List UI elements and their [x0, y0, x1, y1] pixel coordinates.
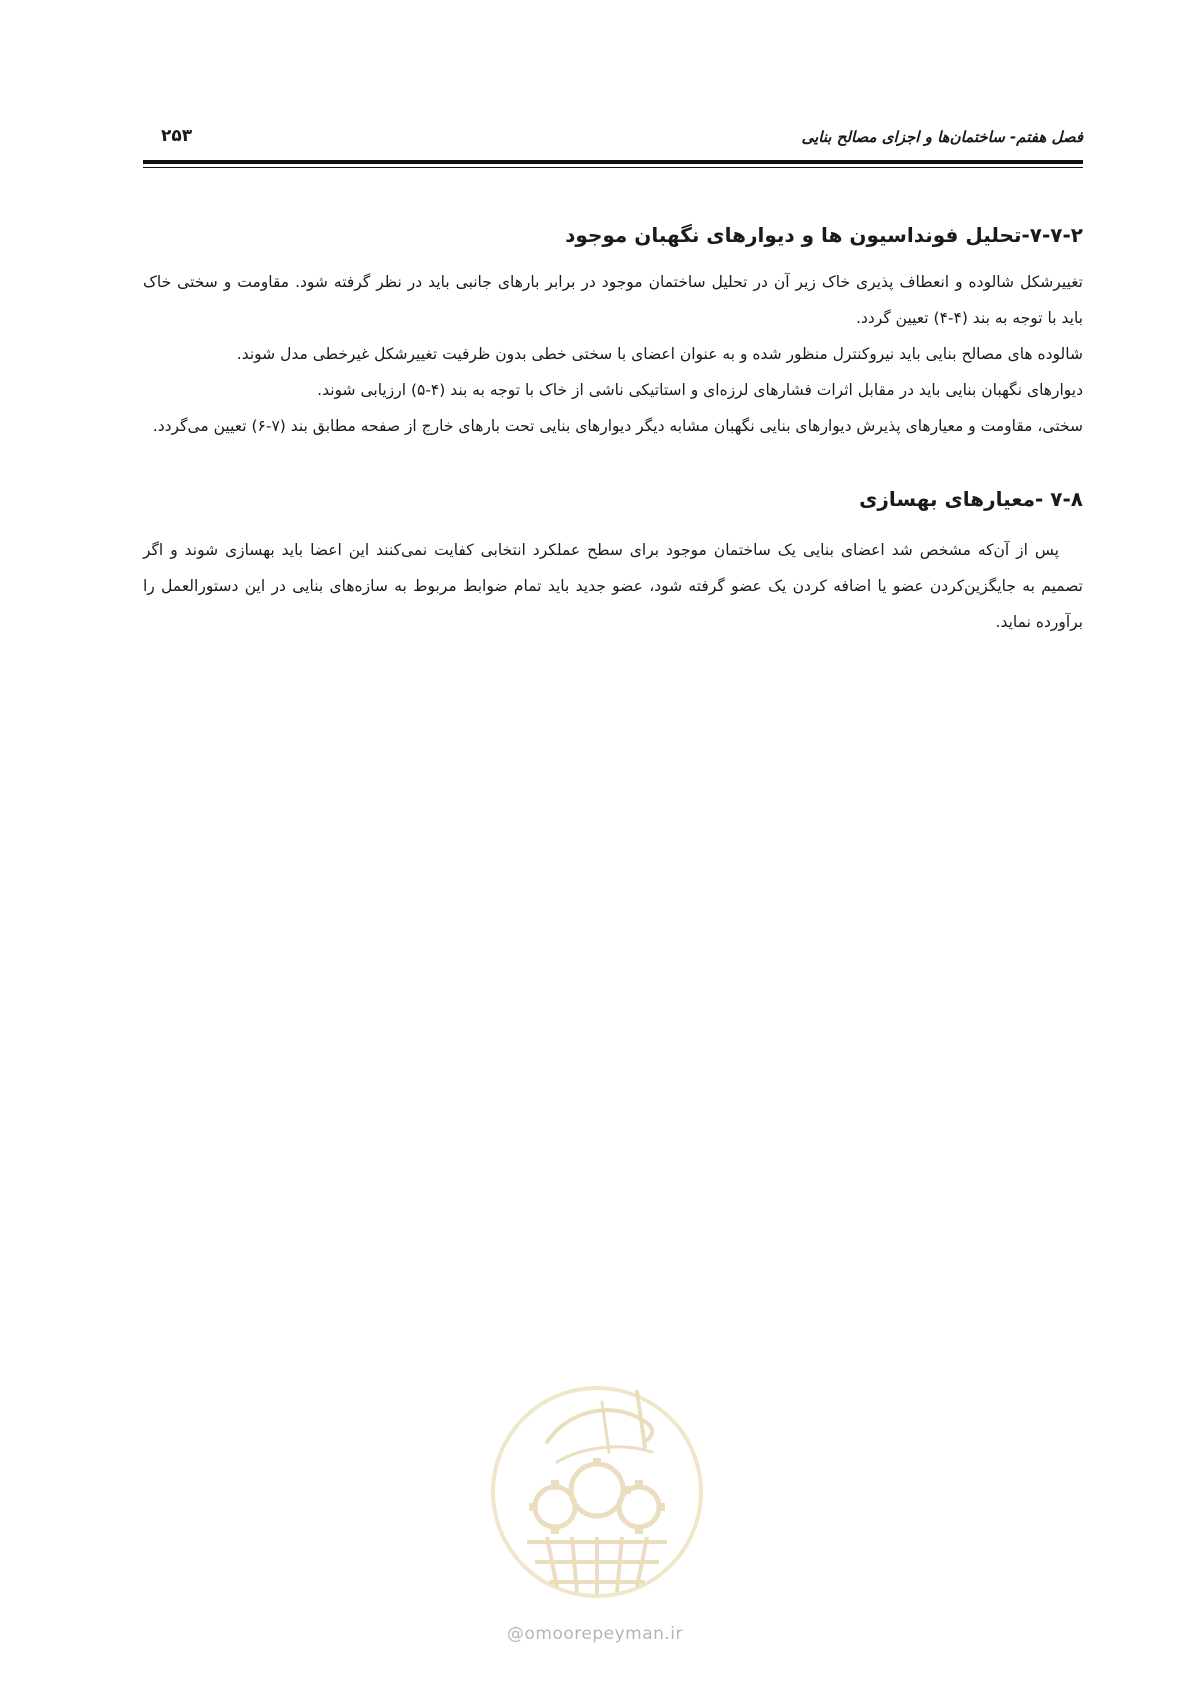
section-heading-retrofit-criteria: ۷-۸ -معیارهای بهسازی — [859, 487, 1083, 511]
watermark-caption: @omoorepeyman.ir — [506, 1624, 684, 1644]
paragraph-retrofit: پس از آن‌که مشخص شد اعضای بنایی یک ساختمان موجود برای سطح عملکرد انتخابی کفایت نمی‌کنند این اعضا باید بهسازی شوند و اگر تصمیم به جایگزین‌کردن عضو یا اضافه کردن یک عضو گرفته شود، عضو جدید باید تمام ضوابط مربوط به سازه‌های بنایی در این دستورالعمل را برآورده نماید. — [143, 541, 1083, 631]
chapter-title: فصل هفتم- ساختمان‌ها و اجزای مصالح بنایی — [801, 128, 1083, 146]
paragraph-acceptance-criteria: سختی، مقاومت و معیارهای پذیرش دیوارهای بنایی نگهبان مشابه دیگر دیوارهای بنایی تحت بارهای خارج از صفحه مطابق بند (۷-۶) تعیین می‌گردد. — [152, 417, 1083, 435]
page-header — [143, 128, 1083, 154]
header-rule-thin — [143, 167, 1083, 168]
section-heading-foundations: ۷-۷-۲-تحلیل فونداسیون ها و دیوارهای نگهبان موجود — [565, 223, 1083, 247]
watermark-seal-icon — [487, 1372, 707, 1612]
paragraph-retaining-walls: دیوارهای نگهبان بنایی باید در مقابل اثرات فشارهای لرزه‌ای و استاتیکی ناشی از خاک با توجه به بند (۴-۵) ارزیابی شوند. — [317, 381, 1083, 399]
page-content — [143, 220, 1083, 640]
paragraph-masonry-footings: شالوده های مصالح بنایی باید نیروکنترل منظور شده و به عنوان اعضای با سختی خطی بدون ظرفیت تغییرشکل غیرخطی مدل شوند. — [236, 345, 1083, 363]
watermark-logo — [487, 1372, 707, 1612]
header-rule-thick — [143, 160, 1083, 164]
page-number: ۲۵۳ — [161, 126, 193, 146]
paragraph-foundation-deformation: تغییرشکل شالوده و انعطاف پذیری خاک زیر آن در تحلیل ساختمان موجود در برابر بارهای جانبی باید در نظر گرفته شود. مقاومت و سختی خاک باید با توجه به بند (۴-۴) تعیین گردد. — [143, 273, 1083, 327]
